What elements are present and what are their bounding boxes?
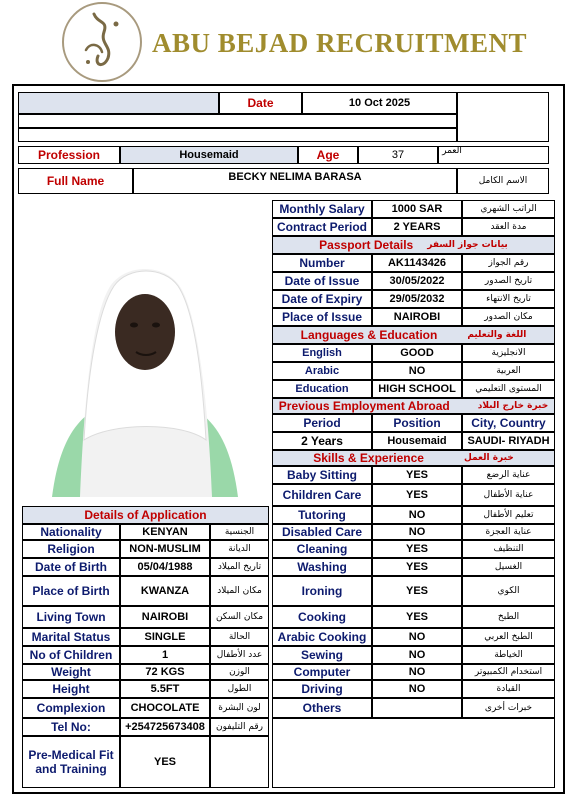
skill-washing-arabic: الغسيل <box>462 558 555 576</box>
tel-value: +254725673408 <box>120 718 210 736</box>
skill-arabic-cooking-label: Arabic Cooking <box>272 628 372 646</box>
education-value: HIGH SCHOOL <box>372 380 462 398</box>
languages-title: Languages & Education <box>300 328 438 342</box>
children-value: 1 <box>120 646 210 664</box>
place-of-issue-arabic: مكان الصدور <box>462 308 555 326</box>
skill-washing-label: Washing <box>272 558 372 576</box>
skill-others-value <box>372 698 462 718</box>
date-of-birth-value: 05/04/1988 <box>120 558 210 576</box>
applicant-photo <box>22 200 269 497</box>
education-arabic: المستوى التعليمي <box>462 380 555 398</box>
age-label: Age <box>298 146 358 164</box>
skills-title: Skills & Experience <box>313 451 424 465</box>
place-of-issue-value: NAIROBI <box>372 308 462 326</box>
skill-sewing-value: NO <box>372 646 462 664</box>
skill-disabled-care-label: Disabled Care <box>272 524 372 540</box>
languages-section-header <box>272 326 555 344</box>
height-label: Height <box>22 680 120 698</box>
skill-ironing-arabic: الكوي <box>462 576 555 606</box>
premedical-value: YES <box>120 736 210 788</box>
height-value: 5.5FT <box>120 680 210 698</box>
arabic-value: NO <box>372 362 462 380</box>
languages-title-arabic: اللغة والتعليم <box>467 330 527 340</box>
date-value: 10 Oct 2025 <box>302 92 457 114</box>
application-section-header: Details of Application <box>22 506 269 524</box>
employment-city-value: SAUDI- RIYADH <box>462 432 555 450</box>
english-arabic: الانجليزية <box>462 344 555 362</box>
skill-others-arabic: خبرات أخرى <box>462 698 555 718</box>
age-value: 37 <box>358 146 438 164</box>
age-arabic: العمر <box>442 146 462 156</box>
marital-status-label: Marital Status <box>22 628 120 646</box>
passport-title-arabic: بيانات جواز السفر <box>427 240 508 250</box>
blank-cell <box>272 718 555 788</box>
english-value: GOOD <box>372 344 462 362</box>
skills-title-arabic: خبرة العمل <box>463 453 514 463</box>
complexion-value: CHOCOLATE <box>120 698 210 718</box>
contract-period-label: Contract Period <box>272 218 372 236</box>
complexion-arabic: لون البشرة <box>210 698 269 718</box>
arabic-arabic: العربية <box>462 362 555 380</box>
employment-position-header: Position <box>372 414 462 432</box>
employment-city-header: City, Country <box>462 414 555 432</box>
religion-arabic: الديانة <box>210 540 269 558</box>
living-town-label: Living Town <box>22 606 120 628</box>
nationality-arabic: الجنسية <box>210 524 269 540</box>
full-name-value: BECKY NELIMA BARASA <box>133 168 457 194</box>
premedical-label: Pre-Medical Fit and Training <box>22 736 120 788</box>
skill-computer-arabic: استخدام الكمبيوتر <box>462 664 555 680</box>
skill-computer-label: Computer <box>272 664 372 680</box>
skill-cooking-arabic: الطبخ <box>462 606 555 628</box>
weight-arabic: الوزن <box>210 664 269 680</box>
skill-arabic-cooking-arabic: الطبخ العربي <box>462 628 555 646</box>
height-arabic: الطول <box>210 680 269 698</box>
skill-tutoring-value: NO <box>372 506 462 524</box>
employment-position-value: Housemaid <box>372 432 462 450</box>
employment-section-header <box>272 398 555 414</box>
skill-disabled-care-arabic: عناية العجزة <box>462 524 555 540</box>
skill-cooking-label: Cooking <box>272 606 372 628</box>
skill-driving-label: Driving <box>272 680 372 698</box>
blank-cell <box>438 146 549 164</box>
children-arabic: عدد الأطفال <box>210 646 269 664</box>
blank-cell <box>18 114 457 128</box>
full-name-arabic: الاسم الكامل <box>457 168 549 194</box>
contract-period-arabic: مدة العقد <box>462 218 555 236</box>
passport-number-value: AK1143426 <box>372 254 462 272</box>
place-of-birth-value: KWANZA <box>120 576 210 606</box>
skill-washing-value: YES <box>372 558 462 576</box>
calligraphy-logo-icon <box>62 2 142 82</box>
complexion-label: Complexion <box>22 698 120 718</box>
weight-label: Weight <box>22 664 120 680</box>
nationality-value: KENYAN <box>120 524 210 540</box>
education-label: Education <box>272 380 372 398</box>
profession-label: Profession <box>18 146 120 164</box>
skill-baby-sitting-label: Baby Sitting <box>272 466 372 484</box>
skill-children-care-arabic: عناية الأطفال <box>462 484 555 506</box>
tel-arabic: رقم التليفون <box>210 718 269 736</box>
living-town-arabic: مكان السكن <box>210 606 269 628</box>
skill-ironing-value: YES <box>372 576 462 606</box>
date-of-expiry-label: Date of Expiry <box>272 290 372 308</box>
blank-cell <box>18 92 219 114</box>
date-of-issue-arabic: تاريخ الصدور <box>462 272 555 290</box>
passport-number-arabic: رقم الجواز <box>462 254 555 272</box>
profession-value: Housemaid <box>120 146 298 164</box>
skill-tutoring-label: Tutoring <box>272 506 372 524</box>
skill-sewing-label: Sewing <box>272 646 372 664</box>
place-of-birth-arabic: مكان الميلاد <box>210 576 269 606</box>
skill-baby-sitting-value: YES <box>372 466 462 484</box>
place-of-issue-label: Place of Issue <box>272 308 372 326</box>
brand-name: ABU BEJAD RECRUITMENT <box>152 28 528 58</box>
date-of-expiry-arabic: تاريخ الانتهاء <box>462 290 555 308</box>
skill-arabic-cooking-value: NO <box>372 628 462 646</box>
place-of-birth-label: Place of Birth <box>22 576 120 606</box>
arabic-label: Arabic <box>272 362 372 380</box>
passport-title: Passport Details <box>319 238 414 252</box>
skill-tutoring-arabic: تعليم الأطفال <box>462 506 555 524</box>
tel-label: Tel No: <box>22 718 120 736</box>
skill-others-label: Others <box>272 698 372 718</box>
monthly-salary-arabic: الراتب الشهري <box>462 200 555 218</box>
employment-title-arabic: خبرة خارج البلاد <box>477 401 549 411</box>
skill-cleaning-arabic: التنظيف <box>462 540 555 558</box>
date-of-birth-arabic: تاريخ الميلاد <box>210 558 269 576</box>
skill-baby-sitting-arabic: عناية الرضع <box>462 466 555 484</box>
passport-number-label: Number <box>272 254 372 272</box>
employment-period-header: Period <box>272 414 372 432</box>
skill-children-care-label: Children Care <box>272 484 372 506</box>
employment-period-value: 2 Years <box>272 432 372 450</box>
skill-sewing-arabic: الخياطة <box>462 646 555 664</box>
religion-value: NON-MUSLIM <box>120 540 210 558</box>
date-of-birth-label: Date of Birth <box>22 558 120 576</box>
marital-status-arabic: الحالة <box>210 628 269 646</box>
skill-cooking-value: YES <box>372 606 462 628</box>
date-of-issue-label: Date of Issue <box>272 272 372 290</box>
living-town-value: NAIROBI <box>120 606 210 628</box>
date-of-issue-value: 30/05/2022 <box>372 272 462 290</box>
skill-driving-arabic: القيادة <box>462 680 555 698</box>
monthly-salary-value: 1000 SAR <box>372 200 462 218</box>
marital-status-value: SINGLE <box>120 628 210 646</box>
skill-computer-value: NO <box>372 664 462 680</box>
contract-period-value: 2 YEARS <box>372 218 462 236</box>
skill-disabled-care-value: NO <box>372 524 462 540</box>
children-label: No of Children <box>22 646 120 664</box>
date-of-expiry-value: 29/05/2032 <box>372 290 462 308</box>
skill-cleaning-value: YES <box>372 540 462 558</box>
blank-cell <box>457 92 549 142</box>
skill-cleaning-label: Cleaning <box>272 540 372 558</box>
employment-title: Previous Employment Abroad <box>278 399 450 413</box>
religion-label: Religion <box>22 540 120 558</box>
blank-cell <box>18 128 457 142</box>
monthly-salary-label: Monthly Salary <box>272 200 372 218</box>
date-label: Date <box>219 92 302 114</box>
full-name-label: Full Name <box>18 168 133 194</box>
weight-value: 72 KGS <box>120 664 210 680</box>
blank-cell <box>210 736 269 788</box>
nationality-label: Nationality <box>22 524 120 540</box>
skills-section-header <box>272 450 555 466</box>
skill-ironing-label: Ironing <box>272 576 372 606</box>
skill-children-care-value: YES <box>372 484 462 506</box>
english-label: English <box>272 344 372 362</box>
passport-section-header <box>272 236 555 254</box>
skill-driving-value: NO <box>372 680 462 698</box>
